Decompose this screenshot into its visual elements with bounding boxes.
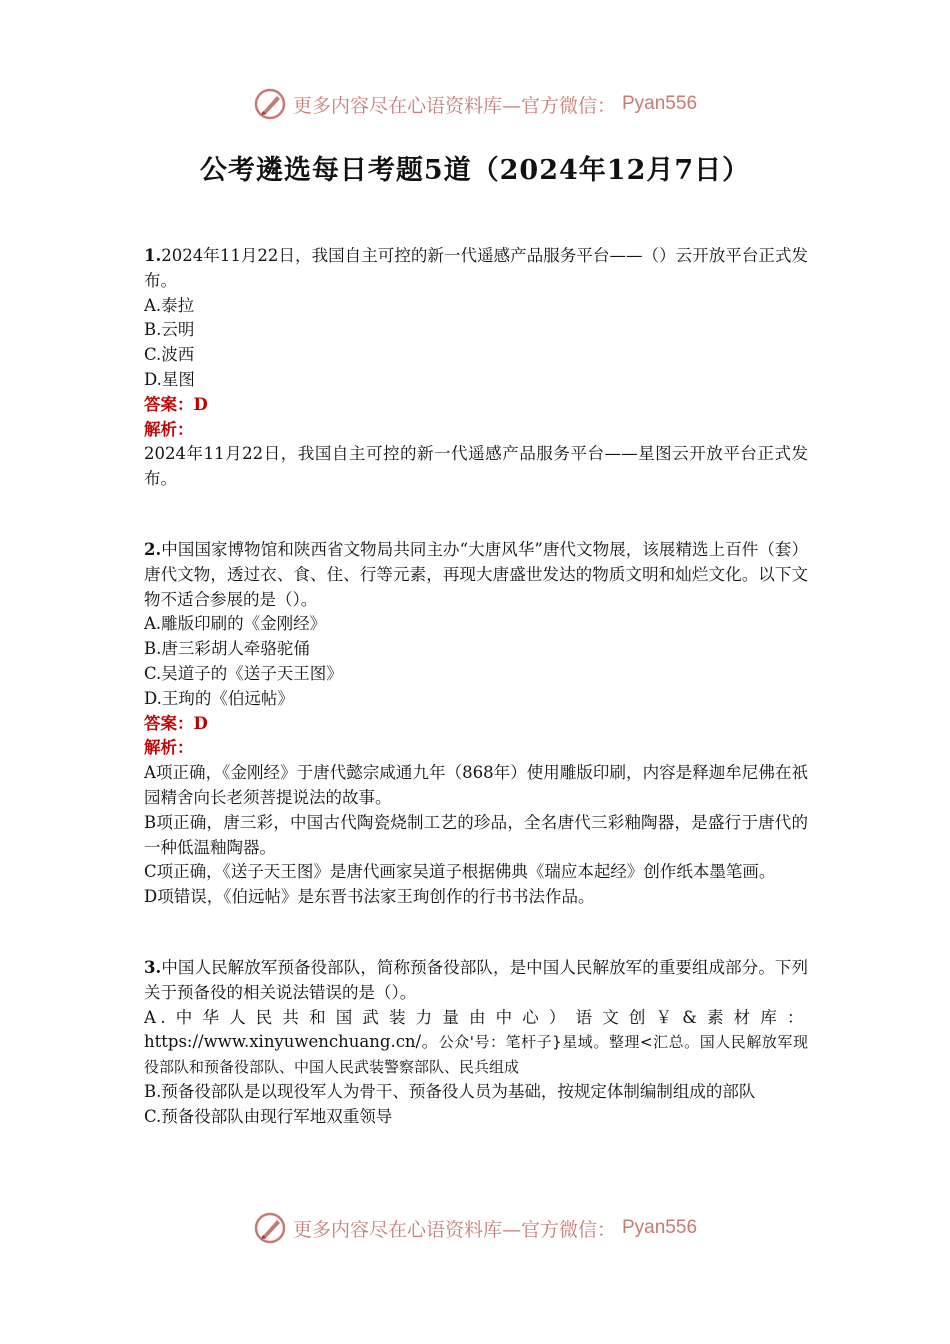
question-1 (144, 244, 808, 492)
document-body (144, 244, 808, 1176)
question-stem: 中国国家博物馆和陕西省文物局共同主办“大唐风华”唐代文物展，该展精选上百件（套）唐代文物，透过衣、食、住、行等元素，再现大唐盛世发达的物质文明和灿烂文化。以下文物不适合参展的是（）。 (144, 539, 808, 609)
question-stem: 2024年11月22日，我国自主可控的新一代遥感产品服务平台——（）云开放平台正式发布。 (144, 246, 808, 290)
pen-logo-icon (253, 1211, 287, 1245)
option-a: A.雕版印刷的《金刚经》 (144, 614, 327, 634)
option-a: A.泰拉 (144, 295, 195, 315)
analysis-label: 解析： (144, 738, 194, 758)
answer-label: 答案： (144, 713, 194, 733)
analysis-text: C项正确，《送子天王图》是唐代画家吴道子根据佛典《瑞应本起经》创作纸本墨笔画。 (144, 862, 776, 882)
analysis-text: D项错误，《伯远帖》是东晋书法家王珣创作的行书书法作品。 (144, 887, 595, 907)
analysis-text: B项正确，唐三彩，中国古代陶瓷烧制工艺的珍品，全名唐代三彩釉陶器，是盛行于唐代的一种低温釉陶器。 (144, 812, 808, 857)
watermark-header (0, 84, 950, 124)
question-2 (144, 538, 808, 910)
option-b: B.云明 (144, 320, 195, 340)
analysis-text: 2024年11月22日，我国自主可控的新一代遥感产品服务平台——星图云开放平台正式发布。 (144, 444, 808, 489)
option-b: B.唐三彩胡人牵骆驼俑 (144, 639, 310, 659)
question-number: 3. (144, 957, 162, 977)
question-3 (144, 956, 808, 1130)
watermark-footer (0, 1208, 950, 1248)
answer-line (144, 712, 808, 737)
watermark-id: Pyan556 (622, 1217, 698, 1238)
question-number: 1. (144, 246, 162, 265)
pen-logo-icon (253, 87, 287, 121)
option-a (144, 1006, 808, 1080)
option-c: C.吴道子的《送子天王图》 (144, 663, 343, 683)
analysis-label: 解析： (144, 419, 194, 439)
option-a-text: A.中华人民共和国武装力量由中心）语文创￥&素材库： (144, 1007, 808, 1027)
answer-value: D (193, 394, 208, 414)
watermark-text: 更多内容尽在心语资料库—官方微信： (292, 1218, 616, 1241)
watermark (253, 87, 697, 121)
option-d: D.王珣的《伯远帖》 (144, 688, 294, 708)
option-b: B.预备役部队是以现役军人为骨干、预备役人员为基础，按规定体制编制组成的部队 (144, 1081, 756, 1101)
question-number: 2. (144, 539, 162, 559)
answer-value: D (193, 713, 208, 733)
option-c: C.波西 (144, 345, 195, 365)
page-title: 公考遴选每日考题5道（2024年12月7日） (199, 155, 751, 186)
option-d: D.星图 (144, 369, 195, 389)
answer-label: 答案： (144, 394, 194, 414)
question-stem: 中国人民解放军预备役部队，简称预备役部队，是中国人民解放军的重要组成部分。下列关于预备役的相关说法错误的是（）。 (144, 957, 808, 1002)
watermark-text: 更多内容尽在心语资料库—官方微信： (292, 94, 616, 117)
analysis-text: A项正确，《金刚经》于唐代懿宗咸通九年（868年）使用雕版印刷，内容是释迦牟尼佛在祇园精舍向长老须菩提说法的故事。 (144, 763, 808, 807)
option-a-rest: 公众'号：笔杆子}星域。整理<汇总。国人民解放军现役部队和预备役部队、中国人民武装警察部队、民兵组成 (144, 1033, 808, 1077)
option-a-url: https://www.xinyuwenchuang.cn/。 (144, 1032, 439, 1052)
watermark-id: Pyan556 (622, 93, 698, 114)
option-c: C.预备役部队由现行军地双重领导 (144, 1106, 393, 1126)
watermark (253, 1211, 697, 1245)
answer-line (144, 393, 808, 418)
